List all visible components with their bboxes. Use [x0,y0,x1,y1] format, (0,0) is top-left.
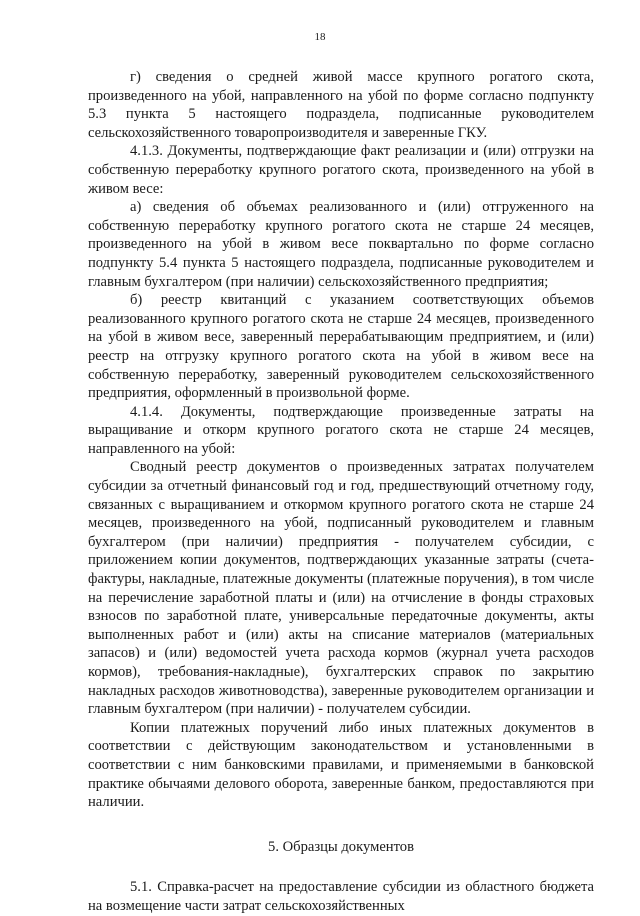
paragraph-5-1: 5.1. Справка-расчет на предоставление субсидии из областного бюджета на возмещение части затрат сельскохозяйственных [88,879,594,914]
page-number: 18 [314,31,326,43]
paragraph-a-volumes: а) сведения об объемах реализованного и (или) отгруженного на собственную переработку крупного рогатого скота не старше 24 месяцев, произведенного на убой в живом весе поквартально по форме согласно подпункту 5.4 пункта 5 настоящего подраздела, подписанные руководителем и главным бухгалтером (при наличии) сельскохозяйственного предприятия; [88,199,594,290]
paragraph-summary-registry: Сводный реестр документов о произведенных затратах получателем субсидии за отчетный финансовый год и год, предшествующий отчетному году, связанных с выращиванием и откормом крупного рогатого скота не старше 24 месяцев, произведенного на убой, подписанный руководителем и главным бухгалтером (при наличии) предприятия - получателем субсидии, с приложением копии документов, подтверждающих указанные затраты (счета-фактуры, накладные, платежные документы (платежные поручения), в том числе на перечисление заработной платы и (или) на отчисление в фонды страховых взносов по заработной плате, универсальные передаточные документы, акты выполненных работ и (или) акты на списание материалов (материальных запасов) и (или) ведомостей учета расхода кормов (журнал учета расходов кормов), требования-накладные), бухгалтерских справок по закрытию накладных расходов животноводства), заверенные руководителем организации и главным бухгалтером (при наличии) - получателем субсидии. [88,459,594,718]
paragraph-payment-orders: Копии платежных поручений либо иных платежных документов в соответствии с действующим законодательством и установленными в соответствии с ним банковскими правилами, и применяемыми в банковской практике обычаями делового оборота, заверенные банком, предоставляются при наличии. [88,719,594,811]
document-body [88,68,594,916]
paragraph-b-receipts-registry: б) реестр квитанций с указанием соответствующих объемов реализованного крупного рогатого скота не старше 24 месяцев, произведенного на убой в живом весе, заверенный перерабатывающим предприятием, и (или) реестр на отгрузку крупного рогатого скота на убой в живом весе на собственную переработку, заверенный руководителем сельскохозяйственного предприятия, оформленный в произвольной форме. [88,292,594,402]
section-heading: 5. Образцы документов [268,838,414,855]
paragraph-4-1-4: 4.1.4. Документы, подтверждающие произведенные затраты на выращивание и откорм крупного рогатого скота не старше 24 месяцев, направленного на убой: [88,403,594,457]
paragraph-4-1-3: 4.1.3. Документы, подтверждающие факт реализации и (или) отгрузки на собственную переработку крупного рогатого скота, произведенного на убой в живом весе: [88,143,594,197]
paragraph-g-average-weight: г) сведения о средней живой массе крупного рогатого скота, произведенного на убой, направленного на убой по форме согласно подпункту 5.3 пункта 5 настоящего подраздела, подписанные руководителем сельскохозяйственного товаропроизводителя и заверенные ГКУ. [88,69,594,141]
